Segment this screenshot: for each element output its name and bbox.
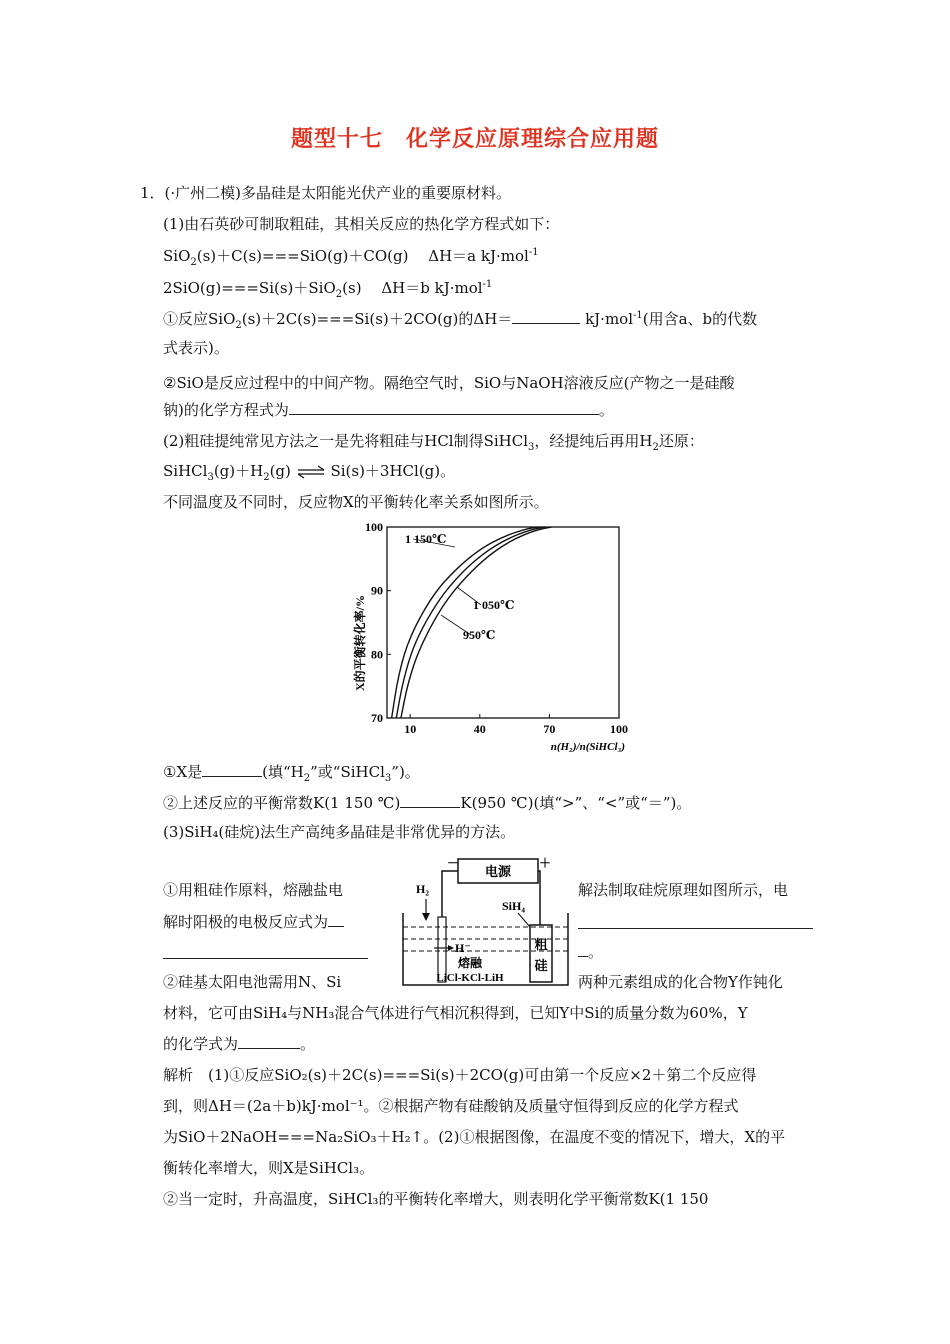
electrolysis-diagram (398, 855, 578, 990)
x-tick-label: 70 (543, 722, 556, 736)
series-label: 950℃ (463, 628, 496, 642)
y-tick-label: 100 (365, 520, 383, 534)
q2-1-text-c: ”或“SiHCl (310, 763, 385, 781)
question-1-1-cont: 式表示)。 (163, 339, 229, 357)
eq2-text-b: (s) ΔH＝b kJ·mol (342, 279, 483, 297)
series-label: 1 050℃ (473, 598, 515, 612)
question-header: 1．(·广州二模)多晶硅是太阳能光伏产业的重要原材料。 (140, 184, 512, 202)
eq1-text-a: SiO (163, 247, 191, 265)
hminus-label: H⁻ (455, 941, 471, 955)
hminus-arrowhead-icon (448, 945, 454, 951)
part2-intro: (2)粗硅提纯常见方法之一是先将粗硅与HCl制得SiHCl$_3$，经提纯后再用$H_2$还原： (163, 432, 704, 453)
x-tick-label: 40 (473, 722, 486, 736)
question-3-1-cont (163, 912, 344, 932)
answer-blank[interactable] (238, 1034, 300, 1049)
answer-blank[interactable] (289, 400, 599, 415)
equation-2: 2SiO(g)===Si(s)＋SiO$_2$(s) ΔH＝b kJ·mol$^{-1}$ (163, 279, 493, 300)
chart-ylabel: X的平衡转化率/% (353, 594, 367, 692)
eq3-text-d: Si(s)＋3HCl(g)。 (330, 462, 456, 480)
series-line-2 (401, 527, 552, 718)
eq3-text-a: SiHCl (163, 462, 208, 480)
eq2-text-a: 2SiO(g)===Si(s)＋SiO (163, 279, 336, 297)
series-line-1 (396, 527, 544, 718)
question-3-2-end (163, 1034, 315, 1054)
answer-blank[interactable] (400, 793, 460, 808)
question-2-1: ①X是 (填“$H_2$”或“SiHCl$_3$”)。 (163, 763, 420, 784)
part3-intro: (3)SiH₄(硅烷)法生产高纯多晶硅是非常优异的方法。 (163, 823, 516, 841)
anode-label-2: 硅 (534, 958, 548, 973)
eq3-text-b: (g)＋H (213, 462, 264, 480)
chart-series-group (392, 527, 552, 718)
p2-text-b: ，经提纯后再用H (534, 432, 653, 450)
x-tick-label: 100 (610, 722, 628, 736)
p2-text-c: 还原： (658, 432, 704, 450)
series-label: 1 150℃ (405, 532, 447, 546)
melt-label-2: LiCl-KCl-LiH (436, 972, 504, 984)
q3-2-text-d: 的化学式为 (163, 1035, 239, 1053)
q2-1-text-b: (填“H (262, 763, 304, 781)
x-tick-label: 10 (404, 722, 417, 736)
sih4-label: SiH₄ (502, 899, 525, 913)
q3-2-text-e: 。 (300, 1035, 316, 1053)
eq1-text-b: (s)＋C(s)===SiO(g)＋CO(g) ΔH＝a kJ·mol (196, 247, 529, 265)
conversion-chart (345, 515, 635, 755)
eq3-text-c: (g) (269, 462, 291, 480)
q1-1-text-c: kJ·mol (585, 310, 634, 328)
q2-1-text-a: ①X是 (163, 763, 203, 781)
analysis-line-5: ②当一定时，升高温度，SiHCl₃的平衡转化率增大，则表明化学平衡常数K(1 150 (163, 1190, 709, 1208)
page-title: 题型十七 化学反应原理综合应用题 (290, 126, 659, 152)
melt-label-1: 熔融 (457, 956, 483, 970)
q3-1-text-c: 解时阳极的电极反应式为 (163, 913, 329, 931)
y-tick-label: 80 (371, 647, 383, 662)
plus-sign: ＋ (539, 856, 552, 870)
answer-blank-left[interactable] (163, 944, 368, 959)
series-line-0 (392, 527, 538, 718)
question-1-1: ①反应SiO$_2$(s)＋2C(s)===Si(s)＋2CO(g)的ΔH＝ kJ·mol$^{-1}$(用含a、b的代数 (163, 310, 758, 331)
question-3-1-end (578, 942, 603, 962)
q1-2-text-b: 钠)的化学方程式为 (163, 401, 289, 419)
y-tick-label: 70 (371, 711, 383, 725)
question-1-2-cont (163, 400, 614, 420)
answer-blank[interactable] (578, 942, 588, 957)
chart-xlabel: n(H₂)/n(SiHCl₃) (550, 741, 625, 753)
cathode-wire (442, 871, 458, 919)
equation-1: SiO$_2$(s)＋C(s)===SiO(g)＋CO(g) ΔH＝a kJ·mol$^{-1}$ (163, 247, 539, 268)
answer-blank[interactable] (512, 309, 580, 324)
anode-crude-silicon (530, 925, 552, 982)
sih4-pointer (518, 913, 530, 927)
question-3-1: ①用粗硅作原料，熔融盐电 (163, 881, 344, 899)
analysis-line-2: 到，则ΔH＝(2a＋b)kJ·mol⁻¹。②根据产物有硅酸钠及质量守恒得到反应的化学方程式 (163, 1097, 739, 1115)
answer-blank[interactable] (202, 762, 262, 777)
q3-1-text-d: 。 (588, 943, 604, 961)
answer-blank[interactable] (328, 912, 344, 927)
q2-1-text-d: ”)。 (391, 763, 420, 781)
q2-2-text-b: K(950 ℃)(填“>”、“<”或“＝”)。 (460, 794, 692, 812)
question-2-2 (163, 793, 691, 813)
anode-label-1: 粗 (534, 937, 548, 952)
chart-frame (387, 527, 619, 718)
chart-axes (387, 527, 619, 718)
power-source-label: 电源 (484, 864, 512, 879)
q1-1-text-a: ①反应SiO (163, 310, 236, 328)
y-tick-label: 90 (371, 583, 383, 598)
question-3-2-cont: 材料，它可由SiH₄与NH₃混合气体进行气相沉积得到，已知Y中Si的质量分数为60%，Y (163, 1004, 748, 1022)
equilibrium-arrow-icon (296, 465, 326, 479)
analysis-line-1: 解析 (1)①反应SiO₂(s)＋2C(s)===Si(s)＋2CO(g)可由第一个反应×2＋第二个反应得 (163, 1066, 757, 1084)
question-3-1-right: 解法制取硅烷原理如图所示，电 (578, 881, 789, 899)
q1-1-text-d: (用含a、b的代数 (642, 310, 758, 328)
part1-intro: (1)由石英砂可制取粗硅，其相关反应的热化学方程式如下： (163, 215, 560, 233)
question-3-2: ②硅基太阳电池需用N、Si (163, 973, 342, 991)
minus-sign: － (447, 856, 460, 870)
q2-2-text-a: ②上述反应的平衡常数K(1 150 ℃) (163, 794, 401, 812)
equation-3: $SiHCl_3(g)+H_2(g)$ Si(s)＋3HCl(g)。 (163, 462, 456, 483)
question-1-2: ②SiO是反应过程中的中间产物。隔绝空气时，SiO与NaOH溶液反应(产物之一是硅酸 (163, 374, 735, 392)
h2-arrowhead-icon (422, 913, 430, 921)
analysis-line-4: 衡转化率增大，则X是SiHCl₃。 (163, 1159, 375, 1177)
q1-1-text-b: (s)＋2C(s)===Si(s)＋2CO(g)的ΔH＝ (241, 310, 513, 328)
answer-blank-right[interactable] (578, 914, 813, 929)
question-3-2-right: 两种元素组成的化合物Y作钝化 (578, 973, 783, 991)
analysis-line-3: 为SiO＋2NaOH===Na₂SiO₃＋H₂↑。(2)①根据图像，在温度不变的情况下，增大，X的平 (163, 1128, 786, 1146)
p2-text-a: (2)粗硅提纯常见方法之一是先将粗硅与HCl制得SiHCl (163, 432, 529, 450)
part2-desc: 不同温度及不同时，反应物X的平衡转化率关系如图所示。 (163, 493, 549, 511)
q1-2-text-c: 。 (598, 401, 614, 419)
h2-label: H₂ (416, 882, 429, 896)
